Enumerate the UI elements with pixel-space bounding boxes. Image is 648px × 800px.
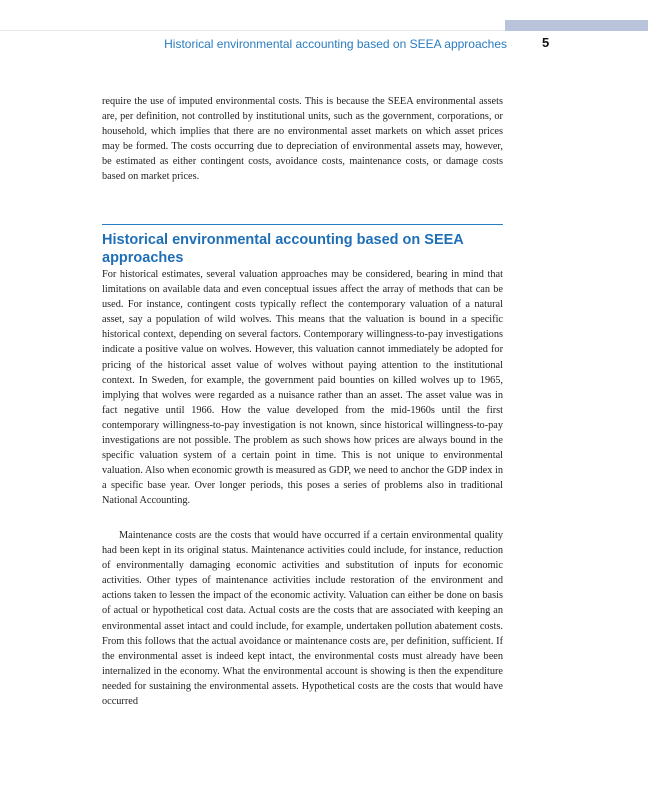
intro-paragraph: require the use of imputed environmental costs. This is because the SEEA environmental assets are, per definition, not controlled by institutional units, such as the government, corporations, or household, which implies that there are no environmental asset markets on which asset prices may be formed. The costs occurring due to depreciation of environmental assets may, however, be estimated as either contingent costs, avoidance costs, maintenance costs, or damage costs based on market prices. — [102, 96, 503, 183]
section-rule — [102, 224, 503, 225]
section-heading: Historical environmental accounting based on SEEA approaches — [102, 232, 464, 266]
header-color-band — [505, 20, 648, 31]
page-number: 5 — [542, 35, 550, 50]
body-paragraph-maintenance: Maintenance costs are the costs that would have occurred if a certain environmental quality had been kept in its original status. Maintenance activities could include, for instance, reduction of environmentally damaging economic activities and substitution of inputs for economic activities. Other types of maintenance activities include restoration of the environment and actions taken to lessen the impact of the economic activity. Valuation can either be done on basis of actual or hypothetical cost data. Actual costs are the costs that are associated with keeping an environmental asset intact and could include, for example, undertaken pollution abatement costs. From this follows that the actual avoidance or maintenance costs are, per definition, sufficient. If the environmental asset is indeed kept intact, the environmental costs must already have been internalized in the economy. What the environmental account is showing is then the expenditure needed for sustaining the environmental assets. Hypothetical costs are the costs that would have occurred — [102, 530, 503, 708]
body-paragraph-valuation: For historical estimates, several valuation approaches may be considered, bearing in mind that limitations on available data and even conceptual issues affect the array of methods that can be used. For instance, contingent costs typically reflect the contemporary valuation of a natural asset, say a population of wild wolves. This means that the valuation is bound in a specific historical context, depending on several factors. Contemporary willingness-to-pay investigations indicate a positive value on wolves. However, this valuation cannot immediately be adopted for pricing of the historical asset value of wolves without paying attention to the institutional context. In Sweden, for example, the government paid bounties on killed wolves up to 1965, implying that wolves were regarded as a nuisance rather than an asset. The asset value was in fact negative until 1966. How the value developed from the mid-1960s until the first contemporary willingness-to-pay investigation is not known, since historical willingness-to-pay investigations are not possible. The problem as such shows how prices are always bound in the specific valuation system of a certain point in time. This is not unique to environmental valuation. Also when economic growth is measured as GDP, we need to anchor the GDP index in a specific base year. Over longer periods, this poses a series of problems also in traditional National Accounting. — [102, 269, 503, 507]
running-head: Historical environmental accounting based on SEEA approaches — [164, 37, 507, 51]
